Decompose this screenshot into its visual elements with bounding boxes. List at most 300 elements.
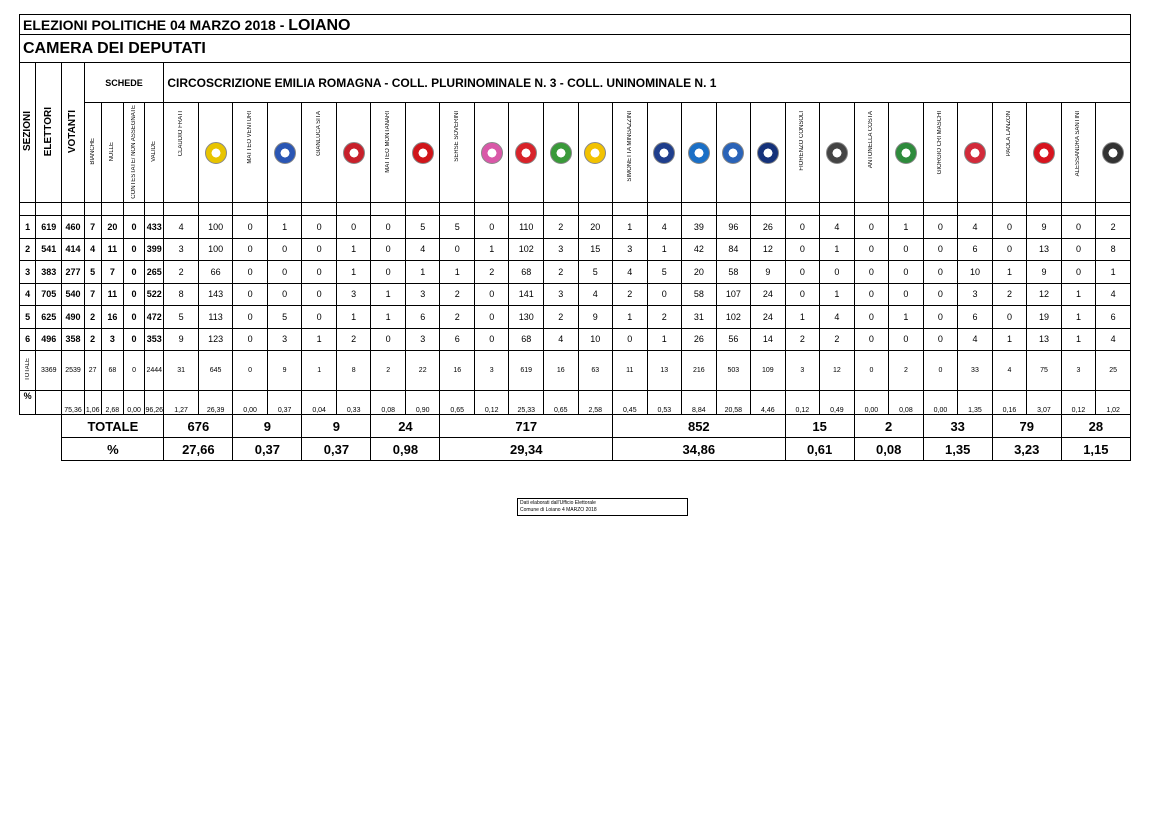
vote-cell: 0 (923, 261, 958, 284)
party-header (682, 103, 717, 203)
total-vote-cell: 645 (198, 351, 233, 391)
spacer-cell (145, 203, 164, 216)
cell-contestate: 0 (123, 306, 144, 329)
vote-cell: 1 (647, 328, 682, 351)
total-elettori: 3369 (36, 351, 62, 391)
candidate-header (854, 103, 889, 203)
spacer-cell (1061, 203, 1096, 216)
vote-cell: 3 (405, 283, 440, 306)
circoscrizione-header: CIRCOSCRIZIONE EMILIA ROMAGNA - COLL. PLURINOMINALE N. 3 - COLL. UNINOMINALE N. 1 (164, 63, 1131, 103)
summary-totale-value: 2 (854, 415, 923, 438)
vote-cell: 0 (1061, 261, 1096, 284)
party-header (958, 103, 993, 203)
col-header-elettori-label: ELETTORI (43, 106, 55, 157)
vote-cell: 20 (682, 261, 717, 284)
vote-cell: 1 (820, 238, 855, 261)
vote-cell: 0 (854, 238, 889, 261)
summary-totale-value: 717 (440, 415, 613, 438)
spacer-cell (923, 203, 958, 216)
candidate-header (440, 103, 475, 203)
summary-perc-value: 0,98 (371, 438, 440, 461)
party-header (647, 103, 682, 203)
candidate-name: GIANLUCA SITA (316, 111, 323, 156)
percent-vote-cell: 0,45 (613, 391, 648, 415)
vote-cell: 0 (1061, 216, 1096, 239)
vote-cell: 1 (785, 306, 820, 329)
percent-vote-cell: 0,08 (371, 391, 406, 415)
vote-cell: 39 (682, 216, 717, 239)
casapound-logo-icon (1102, 142, 1124, 164)
cell-nulle: 20 (101, 216, 123, 239)
spacer-cell (716, 203, 751, 216)
total-vote-cell: 3 (474, 351, 509, 391)
percent-votanti: 75,36 (62, 391, 84, 415)
spacer-cell (992, 203, 1027, 216)
percent-vote-cell: 8,84 (682, 391, 717, 415)
cell-votanti: 460 (62, 216, 84, 239)
summary-perc-value: 3,23 (992, 438, 1061, 461)
vote-cell: 1 (336, 306, 371, 329)
popolo-famiglia-logo-icon (274, 142, 296, 164)
vote-cell: 0 (785, 283, 820, 306)
party-header (336, 103, 371, 203)
spacer-cell (751, 203, 786, 216)
vote-cell: 0 (647, 283, 682, 306)
vote-cell: 2 (440, 283, 475, 306)
potere-al-popolo-logo-icon (964, 142, 986, 164)
vote-cell: 0 (302, 216, 337, 239)
vote-cell: 0 (233, 306, 268, 329)
vote-cell: 96 (716, 216, 751, 239)
spacer-cell (1096, 203, 1131, 216)
cell-elettori: 496 (36, 328, 62, 351)
vote-cell: 0 (474, 306, 509, 329)
cell-sez: 6 (20, 328, 36, 351)
percent-vote-cell: 0,37 (267, 391, 302, 415)
vote-cell: 0 (854, 306, 889, 329)
percent-vote-cell: 1,27 (164, 391, 199, 415)
section-row (20, 306, 1131, 329)
cell-valide: 399 (145, 238, 164, 261)
vote-cell: 84 (716, 238, 751, 261)
candidate-header (164, 103, 199, 203)
vote-cell: 0 (302, 306, 337, 329)
party-header (544, 103, 579, 203)
vote-cell: 143 (198, 283, 233, 306)
total-vote-cell: 109 (751, 351, 786, 391)
candidate-header (302, 103, 337, 203)
section-row (20, 283, 1131, 306)
vote-cell: 0 (474, 216, 509, 239)
total-vote-cell: 0 (233, 351, 268, 391)
vote-cell: 1 (1096, 261, 1131, 284)
cell-valide: 522 (145, 283, 164, 306)
vote-cell: 4 (820, 216, 855, 239)
summary-perc-value: 0,61 (785, 438, 854, 461)
summary-perc-value: 0,37 (302, 438, 371, 461)
vote-cell: 4 (1096, 283, 1131, 306)
spacer-cell (854, 203, 889, 216)
spacer-cell (889, 203, 924, 216)
spacer-cell (198, 203, 233, 216)
summary-totale-value: 9 (302, 415, 371, 438)
civica-lorenzin-logo-icon (481, 142, 503, 164)
insieme-logo-icon (550, 142, 572, 164)
candidate-header (1061, 103, 1096, 203)
cell-nulle: 11 (101, 238, 123, 261)
percent-vote-cell: 0,04 (302, 391, 337, 415)
source-note (517, 498, 688, 516)
summary-totale-value: 24 (371, 415, 440, 438)
total-vote-cell: 11 (613, 351, 648, 391)
percent-vote-cell: 0,00 (233, 391, 268, 415)
vote-cell: 3 (405, 328, 440, 351)
spacer-cell (785, 203, 820, 216)
source-note-line: Comune di Loiano 4 MARZO 2018 (520, 507, 597, 513)
party-header (1027, 103, 1062, 203)
vote-cell: 4 (613, 261, 648, 284)
summary-perc-value: 1,35 (923, 438, 992, 461)
vote-cell: 9 (164, 328, 199, 351)
spacer-cell (101, 203, 123, 216)
vote-cell: 9 (751, 261, 786, 284)
vote-cell: 58 (716, 261, 751, 284)
vote-cell: 0 (302, 261, 337, 284)
total-vote-cell: 3 (1061, 351, 1096, 391)
results-table (19, 62, 1131, 461)
summary-perc-label: % (62, 438, 164, 461)
vote-cell: 2 (544, 261, 579, 284)
spacer-cell (405, 203, 440, 216)
percent-label: % (20, 391, 36, 415)
summary-blank (20, 438, 62, 461)
total-vote-cell: 9 (267, 351, 302, 391)
summary-perc-value: 27,66 (164, 438, 233, 461)
noi-italia-logo-icon (653, 142, 675, 164)
vote-cell: 0 (923, 238, 958, 261)
total-vote-cell: 8 (336, 351, 371, 391)
percent-vote-cell: 0,16 (992, 391, 1027, 415)
vote-cell: 1 (820, 283, 855, 306)
vote-cell: 2 (164, 261, 199, 284)
total-vote-cell: 16 (544, 351, 579, 391)
col-header-valide-label: VALIDE (151, 141, 158, 162)
vote-cell: 1 (371, 306, 406, 329)
total-vote-cell: 3 (785, 351, 820, 391)
page-subtitle: CAMERA DEI DEPUTATI (19, 34, 1131, 62)
vote-cell: 2 (1096, 216, 1131, 239)
cell-bianche: 4 (84, 238, 101, 261)
vote-cell: 19 (1027, 306, 1062, 329)
candidate-header (923, 103, 958, 203)
vote-cell: 68 (509, 328, 544, 351)
percent-vote-cell: 20,58 (716, 391, 751, 415)
spacer-cell (302, 203, 337, 216)
vote-cell: 24 (751, 283, 786, 306)
vote-cell: 0 (785, 238, 820, 261)
col-header-elettori (36, 63, 62, 203)
cell-bianche: 2 (84, 306, 101, 329)
percent-vote-cell: 1,02 (1096, 391, 1131, 415)
vote-cell: 20 (578, 216, 613, 239)
cell-votanti: 277 (62, 261, 84, 284)
vote-cell: 68 (509, 261, 544, 284)
cell-nulle: 3 (101, 328, 123, 351)
candidate-name: ANTONELLA COSTA (868, 111, 875, 169)
vote-cell: 1 (336, 238, 371, 261)
vote-cell: 1 (889, 216, 924, 239)
percent-contestate: 0,00 (123, 391, 144, 415)
vote-cell: 0 (302, 238, 337, 261)
forza-italia-logo-icon (688, 142, 710, 164)
total-vote-cell: 25 (1096, 351, 1131, 391)
vote-cell: 2 (336, 328, 371, 351)
vote-cell: 12 (751, 238, 786, 261)
summary-perc-value: 29,34 (440, 438, 613, 461)
party-header (889, 103, 924, 203)
percent-elettori-empty (36, 391, 62, 415)
vote-cell: 0 (889, 283, 924, 306)
vote-cell: 0 (613, 328, 648, 351)
vote-cell: 100 (198, 216, 233, 239)
vote-cell: 1 (267, 216, 302, 239)
candidate-header (785, 103, 820, 203)
vote-cell: 0 (854, 216, 889, 239)
vote-cell: 6 (958, 306, 993, 329)
summary-totale-label: TOTALE (62, 415, 164, 438)
vote-cell: 42 (682, 238, 717, 261)
cell-contestate: 0 (123, 261, 144, 284)
fdi-logo-icon (757, 142, 779, 164)
spacer-cell (1027, 203, 1062, 216)
total-vote-cell: 0 (854, 351, 889, 391)
cell-votanti: 540 (62, 283, 84, 306)
totale-label-cell (20, 351, 36, 391)
percent-valide: 96,26 (145, 391, 164, 415)
vote-cell: 3 (544, 283, 579, 306)
spacer-cell (84, 203, 101, 216)
vote-cell: 2 (820, 328, 855, 351)
vote-cell: 3 (336, 283, 371, 306)
percent-vote-cell: 0,65 (544, 391, 579, 415)
vote-cell: 141 (509, 283, 544, 306)
total-vote-cell: 31 (164, 351, 199, 391)
vote-cell: 130 (509, 306, 544, 329)
party-header (716, 103, 751, 203)
vote-cell: 6 (440, 328, 475, 351)
vote-cell: 2 (992, 283, 1027, 306)
vote-cell: 6 (405, 306, 440, 329)
vote-cell: 2 (785, 328, 820, 351)
vote-cell: 9 (578, 306, 613, 329)
vote-cell: 0 (371, 238, 406, 261)
candidate-name: SERSE SOVERINI (454, 111, 461, 162)
spacer-cell (509, 203, 544, 216)
vote-cell: 0 (820, 261, 855, 284)
cell-valide: 433 (145, 216, 164, 239)
percent-vote-cell: 0,33 (336, 391, 371, 415)
summary-perc-value: 34,86 (613, 438, 786, 461)
vote-cell: 0 (923, 283, 958, 306)
lega-logo-icon (722, 142, 744, 164)
spacer-cell (440, 203, 475, 216)
vote-cell: 13 (1027, 328, 1062, 351)
vote-cell: 0 (302, 283, 337, 306)
vote-cell: 0 (992, 306, 1027, 329)
vote-cell: 4 (958, 216, 993, 239)
vote-cell: 9 (1027, 261, 1062, 284)
spacer-cell (958, 203, 993, 216)
percent-vote-cell: 1,35 (958, 391, 993, 415)
percent-vote-cell: 3,07 (1027, 391, 1062, 415)
vote-cell: 107 (716, 283, 751, 306)
percent-bianche: 1,06 (84, 391, 101, 415)
vote-cell: 2 (440, 306, 475, 329)
section-row (20, 238, 1131, 261)
vote-cell: 1 (336, 261, 371, 284)
cell-sez: 3 (20, 261, 36, 284)
cell-elettori: 705 (36, 283, 62, 306)
party-header (1096, 103, 1131, 203)
vote-cell: 0 (371, 261, 406, 284)
summary-blank (20, 415, 62, 438)
vote-cell: 6 (958, 238, 993, 261)
col-header-votanti (62, 63, 84, 203)
vote-cell: 4 (405, 238, 440, 261)
vote-cell: 4 (164, 216, 199, 239)
total-vote-cell: 13 (647, 351, 682, 391)
col-header-bianche (84, 103, 101, 203)
m5s-logo-icon (205, 142, 227, 164)
cell-valide: 265 (145, 261, 164, 284)
percent-row (20, 391, 1131, 415)
cell-votanti: 490 (62, 306, 84, 329)
vote-cell: 0 (854, 261, 889, 284)
cell-elettori: 619 (36, 216, 62, 239)
vote-cell: 1 (302, 328, 337, 351)
cell-bianche: 2 (84, 328, 101, 351)
summary-totale-value: 79 (992, 415, 1061, 438)
percent-vote-cell: 0,65 (440, 391, 475, 415)
total-vote-cell: 22 (405, 351, 440, 391)
cell-contestate: 0 (123, 216, 144, 239)
total-vote-cell: 619 (509, 351, 544, 391)
vote-cell: 10 (578, 328, 613, 351)
vote-cell: 102 (716, 306, 751, 329)
vote-cell: 4 (820, 306, 855, 329)
vote-cell: 1 (1061, 328, 1096, 351)
vote-cell: 12 (1027, 283, 1062, 306)
col-header-contestate-label: CONTESTATE/ NON ASSEGNATE (131, 104, 138, 199)
spacer-cell (233, 203, 268, 216)
vote-cell: 58 (682, 283, 717, 306)
total-vote-cell: 0 (923, 351, 958, 391)
cell-nulle: 11 (101, 283, 123, 306)
vote-cell: 0 (267, 261, 302, 284)
cell-contestate: 0 (123, 328, 144, 351)
candidate-header (613, 103, 648, 203)
percent-vote-cell: 2,58 (578, 391, 613, 415)
totale-label: TOTALE (24, 358, 31, 381)
vote-cell: 24 (751, 306, 786, 329)
spacer-cell (336, 203, 371, 216)
percent-vote-cell: 0,12 (474, 391, 509, 415)
vote-cell: 102 (509, 238, 544, 261)
summary-totale-value: 33 (923, 415, 992, 438)
vote-cell: 0 (785, 216, 820, 239)
percent-vote-cell: 0,49 (820, 391, 855, 415)
candidate-name: MATTEO MONTANARI (385, 111, 392, 173)
vote-cell: 4 (578, 283, 613, 306)
vote-cell: 0 (474, 283, 509, 306)
totale-row (20, 351, 1131, 391)
vote-cell: 0 (371, 328, 406, 351)
vote-cell: 1 (440, 261, 475, 284)
vote-cell: 56 (716, 328, 751, 351)
cell-valide: 472 (145, 306, 164, 329)
results-sheet (19, 14, 1131, 461)
cell-bianche: 5 (84, 261, 101, 284)
cell-sez: 4 (20, 283, 36, 306)
vote-cell: 3 (958, 283, 993, 306)
percent-vote-cell: 26,39 (198, 391, 233, 415)
vote-cell: 2 (544, 306, 579, 329)
cell-nulle: 16 (101, 306, 123, 329)
cell-votanti: 358 (62, 328, 84, 351)
party-header (820, 103, 855, 203)
total-bianche: 27 (84, 351, 101, 391)
summary-totale-value: 676 (164, 415, 233, 438)
cell-elettori: 625 (36, 306, 62, 329)
civica-popolare-logo-icon (343, 142, 365, 164)
cell-bianche: 7 (84, 216, 101, 239)
section-row (20, 328, 1131, 351)
party-header (578, 103, 613, 203)
title-town: LOIANO (288, 17, 351, 34)
vote-cell: 113 (198, 306, 233, 329)
percent-vote-cell: 25,33 (509, 391, 544, 415)
candidate-name: ALESSANDRA SANTINI (1075, 111, 1082, 177)
pc-logo-icon (412, 142, 434, 164)
vote-cell: 5 (578, 261, 613, 284)
vote-cell: 3 (267, 328, 302, 351)
total-nulle: 68 (101, 351, 123, 391)
candidate-header (992, 103, 1027, 203)
vote-cell: 1 (992, 261, 1027, 284)
col-header-bianche-label: BIANCHE (89, 138, 96, 165)
vote-cell: 0 (371, 216, 406, 239)
vote-cell: 1 (889, 306, 924, 329)
summary-perc-value: 0,08 (854, 438, 923, 461)
party-header (509, 103, 544, 203)
vote-cell: 1 (1061, 306, 1096, 329)
vote-cell: 0 (889, 261, 924, 284)
vote-cell: 0 (440, 238, 475, 261)
candidate-name: SIMONETTA MINGAZZINI (626, 111, 633, 182)
percent-vote-cell: 0,00 (923, 391, 958, 415)
total-vote-cell: 63 (578, 351, 613, 391)
summary-totale-value: 28 (1061, 415, 1130, 438)
percent-vote-cell: 0,12 (785, 391, 820, 415)
vote-cell: 0 (889, 238, 924, 261)
summary-totale-value: 852 (613, 415, 786, 438)
cell-sez: 5 (20, 306, 36, 329)
candidate-header (233, 103, 268, 203)
party-header (405, 103, 440, 203)
page-title (19, 14, 1131, 34)
cell-bianche: 7 (84, 283, 101, 306)
vote-cell: 1 (647, 238, 682, 261)
